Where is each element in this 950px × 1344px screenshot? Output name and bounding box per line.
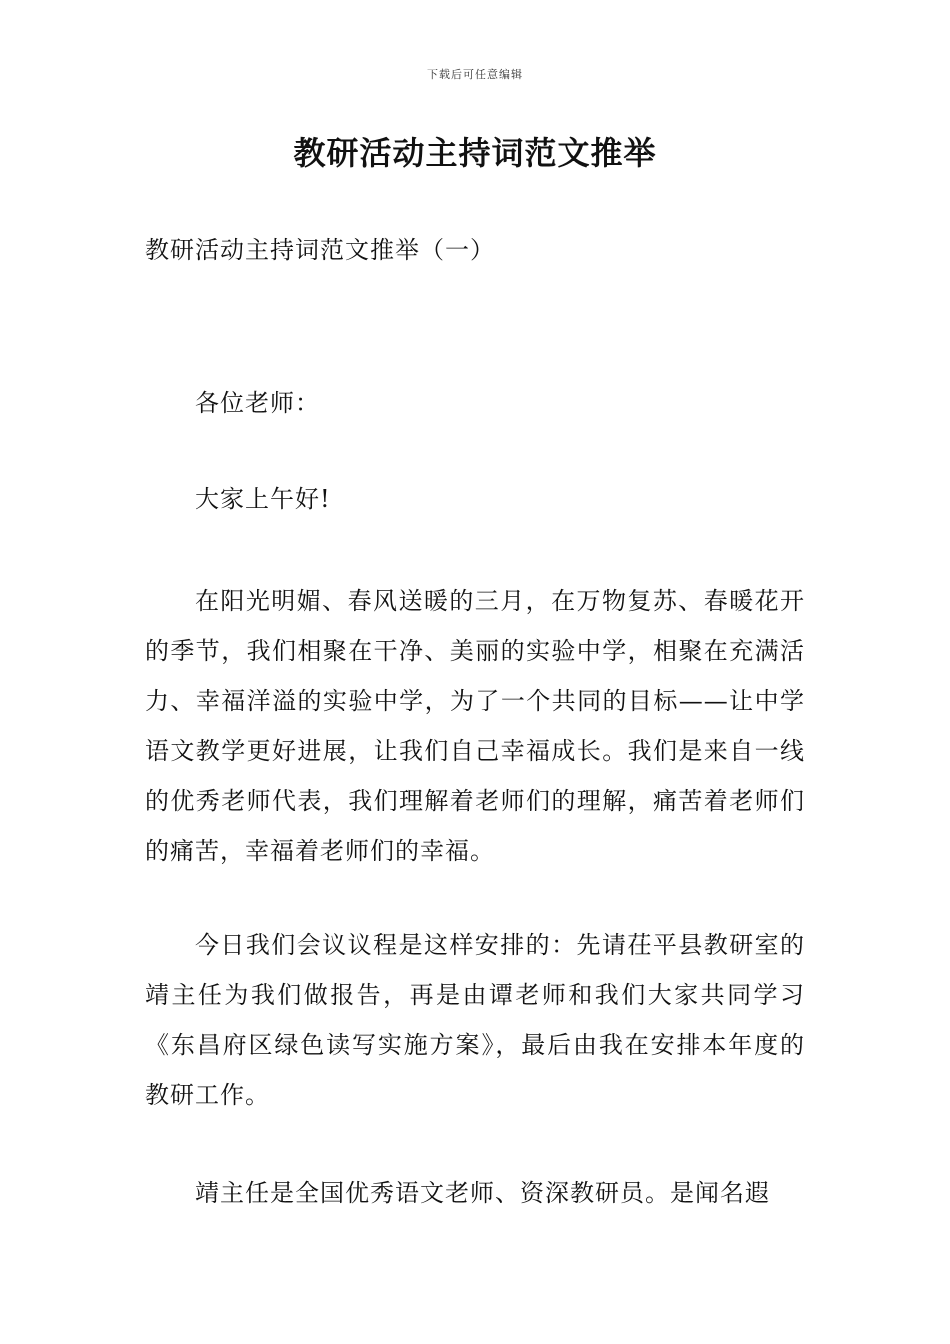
section-heading: 教研活动主持词范文推举（一） <box>145 236 495 264</box>
greeting-paragraph: 大家上午好! <box>195 485 331 513</box>
document-title: 教研活动主持词范文推举 <box>293 134 657 172</box>
salutation-paragraph: 各位老师： <box>195 389 320 417</box>
director-intro-paragraph: 靖主任是全国优秀语文老师、资深教研员。是闻名遐 <box>195 1179 770 1207</box>
page-header-note: 下载后可任意编辑 <box>427 68 523 81</box>
intro-paragraph: 在阳光明媚、春风送暖的三月，在万物复苏、春暖花开的季节，我们相聚在干净、美丽的实验中学，相聚在充满活力、幸福洋溢的实验中学，为了一个共同的目标——让中学语文教学更好进展，让我们自己幸福成长。我们是来自一线的优秀老师代表，我们理解着老师们的理解，痛苦着老师们的痛苦，幸福着老师们的幸福。 <box>145 587 805 865</box>
agenda-paragraph: 今日我们会议议程是这样安排的：先请茌平县教研室的靖主任为我们做报告，再是由谭老师和我们大家共同学习《东昌府区绿色读写实施方案》，最后由我在安排本年度的教研工作。 <box>145 931 805 1109</box>
